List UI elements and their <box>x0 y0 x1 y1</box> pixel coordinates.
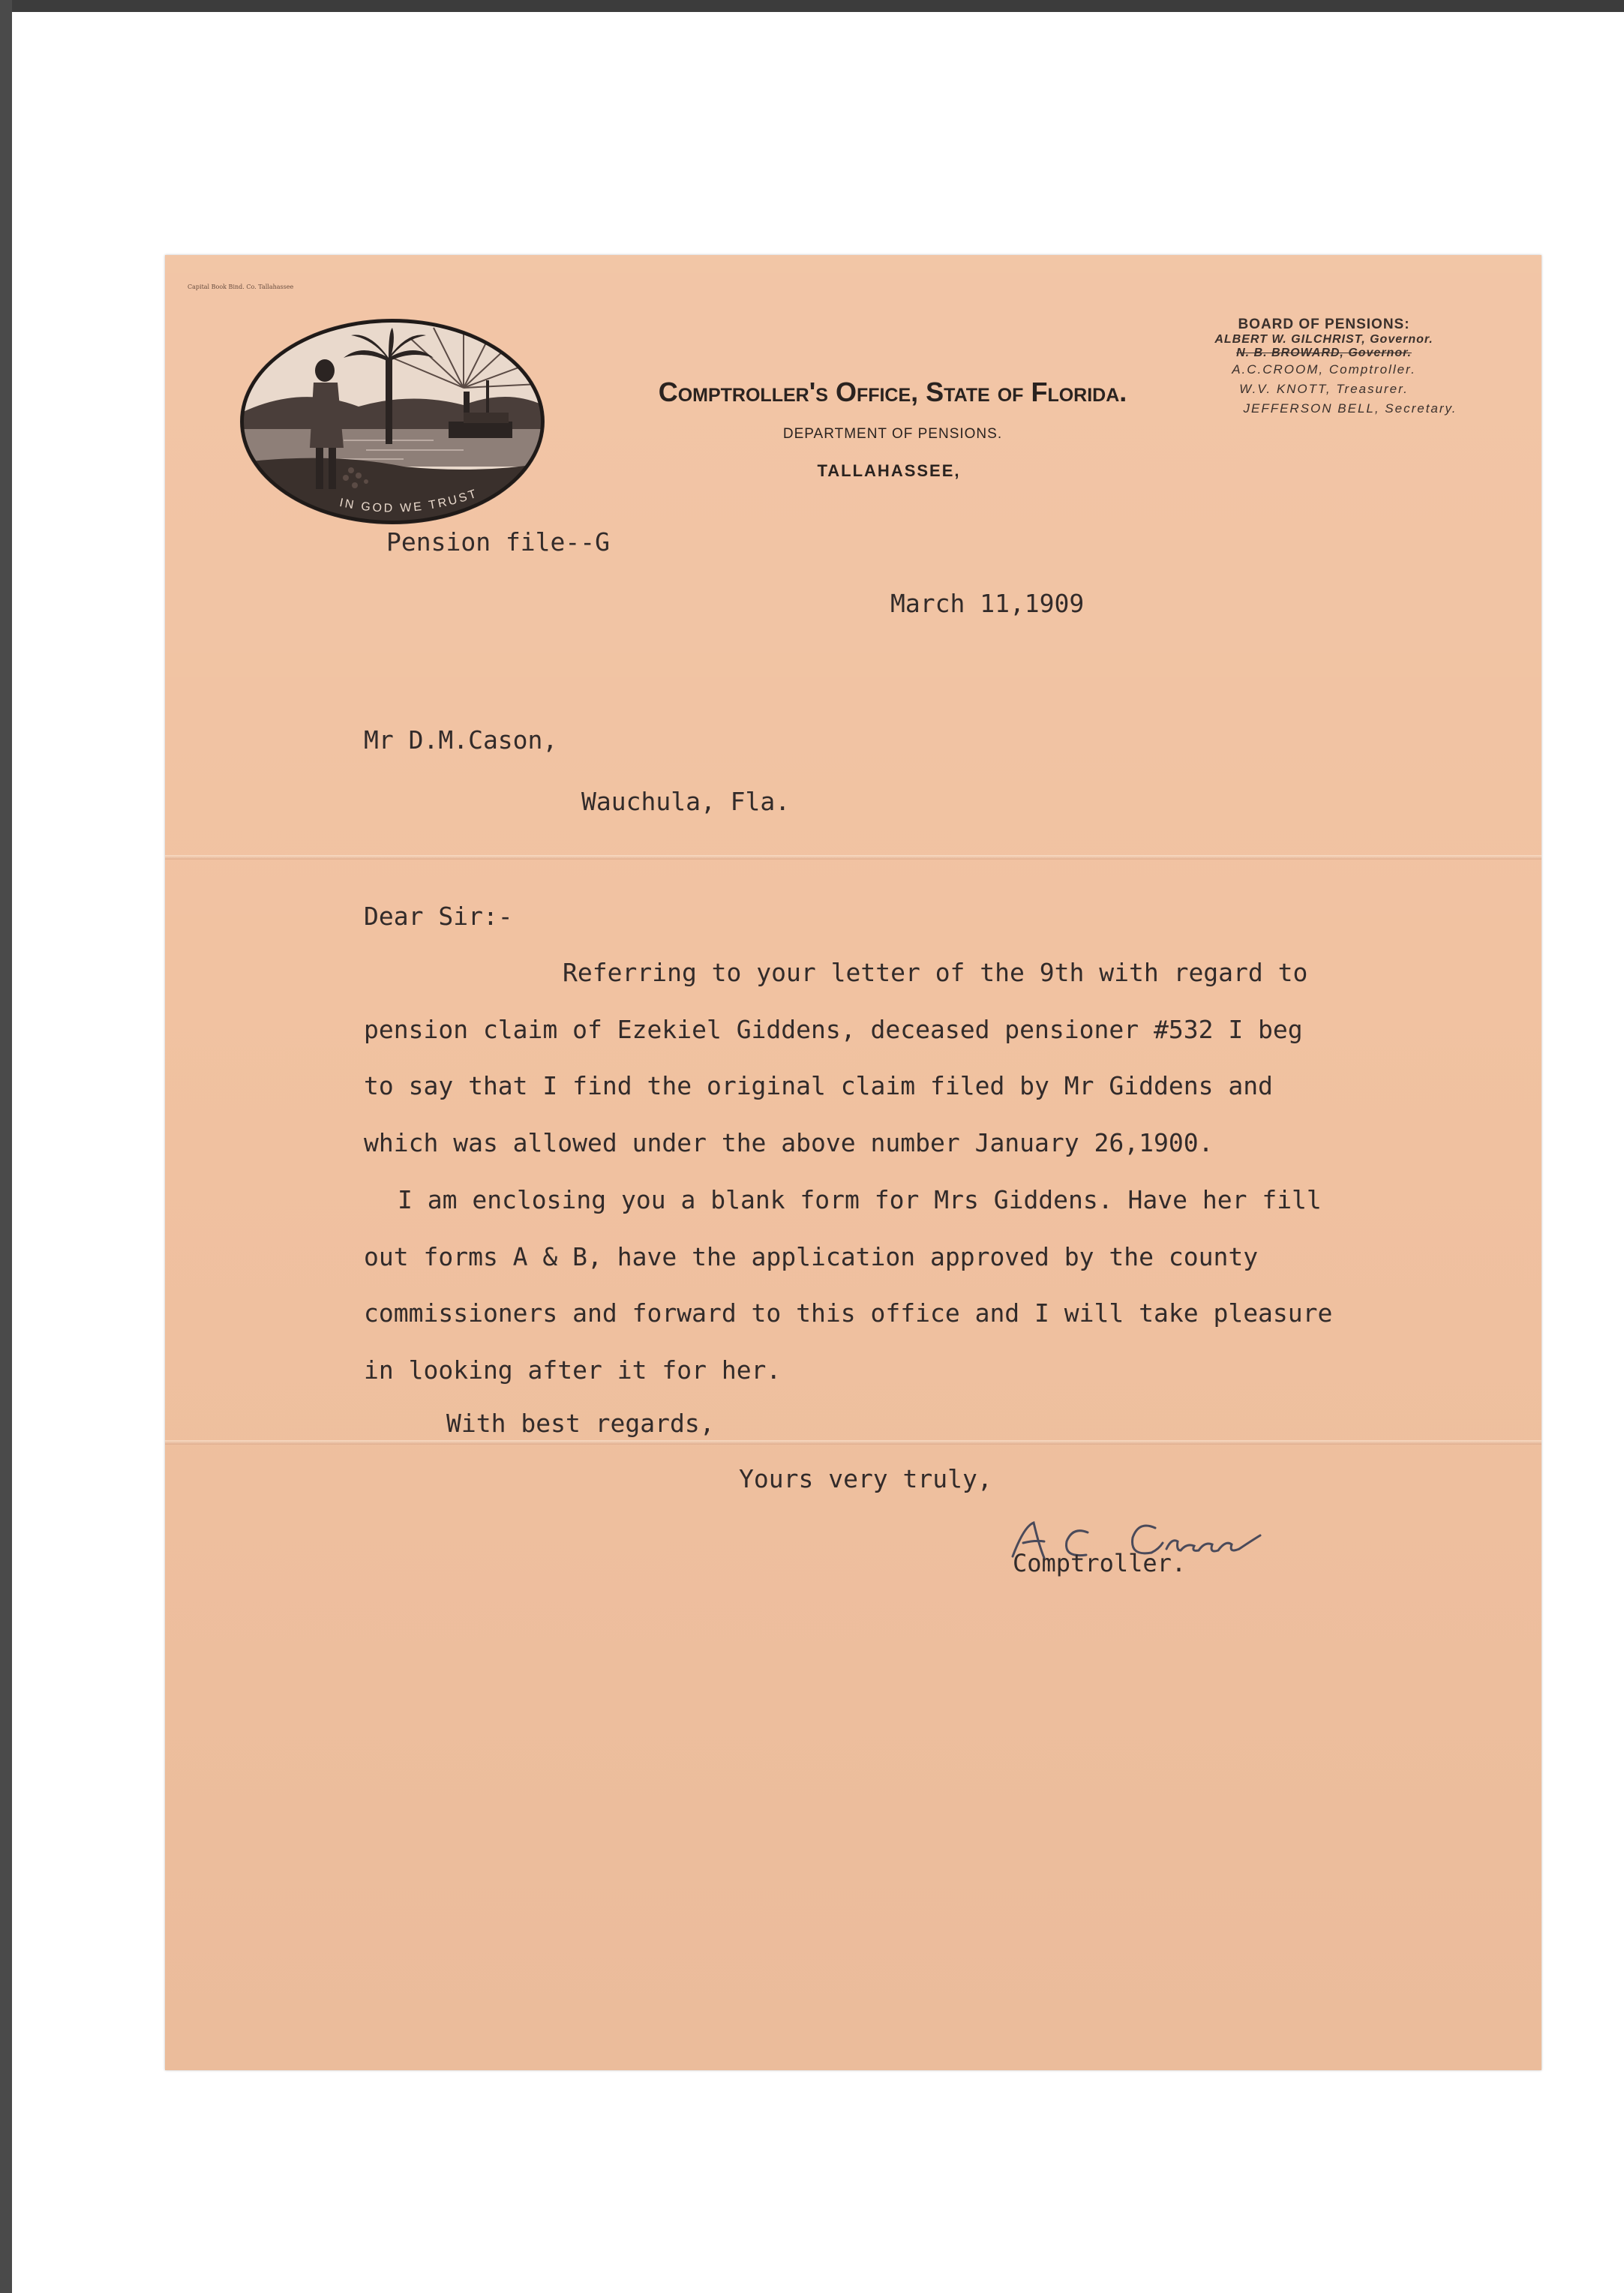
board-member: JEFFERSON BELL, Secretary. <box>1243 401 1457 416</box>
letterhead-title: Comptroller's Office, State of Florida. <box>658 377 1127 407</box>
letterhead-city: TALLAHASSEE, <box>817 461 961 480</box>
board-member-struck: N. B. BROWARD, Governor. <box>1236 347 1412 359</box>
closing: Yours very truly, <box>739 1464 992 1493</box>
body-line: With best regards, <box>446 1409 715 1438</box>
body-line: in looking after it for her. <box>364 1355 782 1385</box>
scan-edge-top <box>0 0 1624 12</box>
body-line: commissioners and forward to this office and I will take pleasure <box>364 1298 1333 1328</box>
signatory-title: Comptroller. <box>1013 1549 1187 1577</box>
fold-crease-lower <box>165 1440 1541 1445</box>
state-seal-icon <box>239 317 546 527</box>
letterhead-department: DEPARTMENT OF PENSIONS. <box>782 426 1003 442</box>
addressee-name: Mr D.M.Cason, <box>364 725 558 755</box>
salutation: Dear Sir:- <box>364 902 513 931</box>
body-line: pension claim of Ezekiel Giddens, deceased pensioner #532 I beg <box>364 1015 1303 1044</box>
letter-date: March 11,1909 <box>890 589 1085 618</box>
addressee-place: Wauchula, Fla. <box>581 787 791 816</box>
board-member: W.V. KNOTT, Treasurer. <box>1239 382 1409 396</box>
file-reference: Pension file--G <box>386 527 611 557</box>
body-line: Referring to your letter of the 9th with regard to <box>563 958 1308 987</box>
body-line: to say that I find the original claim filed by Mr Giddens and <box>364 1071 1273 1100</box>
board-of-pensions <box>1125 317 1523 419</box>
printer-note: Capital Book Bind. Co. Tallahassee <box>188 284 294 290</box>
fold-crease-upper <box>165 855 1541 860</box>
body-line: I am enclosing you a blank form for Mrs Giddens. Have her fill <box>398 1185 1322 1214</box>
board-heading: BOARD OF PENSIONS: <box>1238 317 1410 332</box>
body-line: which was allowed under the above number January 26,1900. <box>364 1128 1214 1157</box>
letter-sheet <box>165 255 1541 2070</box>
board-member: ALBERT W. GILCHRIST, Governor. <box>1214 333 1433 346</box>
seal-motto: IN GOD WE TRUST <box>338 487 480 515</box>
scan-edge-left <box>0 0 12 2293</box>
body-line: out forms A & B, have the application approved by the county <box>364 1242 1259 1271</box>
board-member: A.C.CROOM, Comptroller. <box>1232 362 1416 377</box>
